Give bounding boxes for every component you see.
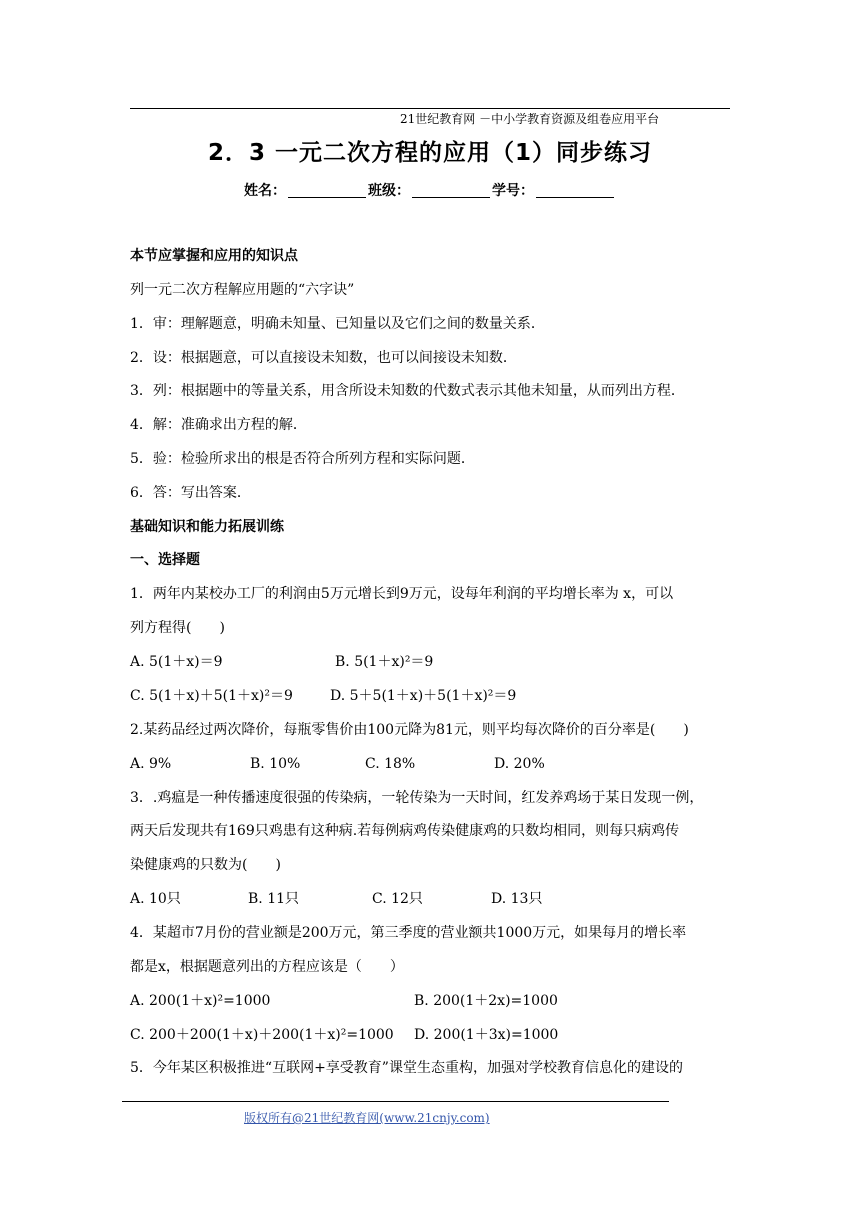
q3-option-d: D. 13只 (491, 891, 543, 907)
q1-option-d: D. 5＋5(1＋x)＋5(1＋x)²＝9 (330, 688, 517, 704)
knowledge-step: 3．列：根据题中的等量关系，用含所设未知数的代数式表示其他未知量，从而列出方程． (130, 383, 685, 399)
q1-option-a: A. 5(1＋x)＝9 (130, 654, 223, 670)
question-1-text: 列方程得( ) (130, 620, 225, 636)
copyright-link[interactable]: 版权所有@21世纪教育网(www.21cnjy.com) (244, 1111, 490, 1125)
q3-option-a: A. 10只 (130, 891, 181, 907)
name-label: 姓名： (244, 183, 286, 199)
knowledge-step: 6．答：写出答案． (130, 485, 251, 501)
class-label: 班级： (368, 183, 410, 199)
q2-option-b: B. 10% (250, 756, 301, 772)
number-label: 学号： (492, 183, 534, 199)
q2-option-a: A. 9% (130, 756, 172, 772)
training-heading: 基础知识和能力拓展训练 (130, 519, 284, 535)
q4-option-d: D. 200(1＋3x)=1000 (414, 1027, 559, 1043)
section-heading: 一、选择题 (130, 552, 200, 568)
question-4-text: 4．某超市7月份的营业额是200万元，第三季度的营业额共1000万元，如果每月的增长率 (130, 925, 687, 941)
q3-option-b: B. 11只 (248, 891, 300, 907)
knowledge-intro: 列一元二次方程解应用题的“六字诀” (130, 282, 355, 298)
question-1-text: 1．两年内某校办工厂的利润由5万元增长到9万元，设每年利润的平均增长率为 x，可以 (130, 586, 674, 602)
knowledge-step: 5．验：检验所求出的根是否符合所列方程和实际问题． (130, 451, 475, 467)
header-rule (130, 108, 730, 109)
class-blank[interactable] (412, 183, 490, 198)
knowledge-step: 4．解：准确求出方程的解． (130, 417, 307, 433)
q4-option-b: B. 200(1＋2x)=1000 (414, 993, 558, 1009)
header-site-text: 21世纪教育网 －中小学教育资源及组卷应用平台 (400, 112, 660, 126)
knowledge-step: 1．审：理解题意，明确未知量、已知量以及它们之间的数量关系． (130, 316, 545, 332)
q2-option-d: D. 20% (494, 756, 545, 772)
q1-option-b: B. 5(1＋x)²＝9 (335, 654, 434, 670)
knowledge-step: 2．设：根据题意，可以直接设未知数，也可以间接设未知数． (130, 350, 517, 366)
question-5-text: 5．今年某区积极推进“互联网+享受教育”课堂生态重构，加强对学校教育信息化的建设的 (130, 1060, 683, 1076)
question-2-text: 2.某药品经过两次降价，每瓶零售价由100元降为81元，则平均每次降价的百分率是( ) (130, 722, 689, 738)
question-3-text: 染健康鸡的只数为( ) (130, 857, 281, 873)
number-blank[interactable] (536, 183, 614, 198)
q1-option-c: C. 5(1＋x)＋5(1＋x)²＝9 (130, 688, 293, 704)
q2-option-c: C. 18% (365, 756, 416, 772)
knowledge-heading: 本节应掌握和应用的知识点 (130, 248, 298, 264)
q3-option-c: C. 12只 (372, 891, 423, 907)
footer-rule (122, 1101, 669, 1102)
student-info-line (0, 180, 860, 200)
page-title: 2．3 一元二次方程的应用（1）同步练习 (207, 140, 653, 166)
question-4-text: 都是x，根据题意列出的方程应该是（ ） (130, 959, 404, 975)
name-blank[interactable] (288, 183, 366, 198)
question-3-text: 两天后发现共有169只鸡患有这种病.若每例病鸡传染健康鸡的只数均相同，则每只病鸡传 (130, 823, 680, 839)
q4-option-a: A. 200(1＋x)²=1000 (130, 993, 271, 1009)
q4-option-c: C. 200＋200(1＋x)＋200(1＋x)²=1000 (130, 1027, 394, 1043)
question-3-text: 3．.鸡瘟是一种传播速度很强的传染病，一轮传染为一天时间，红发养鸡场于某日发现一例， (130, 790, 704, 806)
